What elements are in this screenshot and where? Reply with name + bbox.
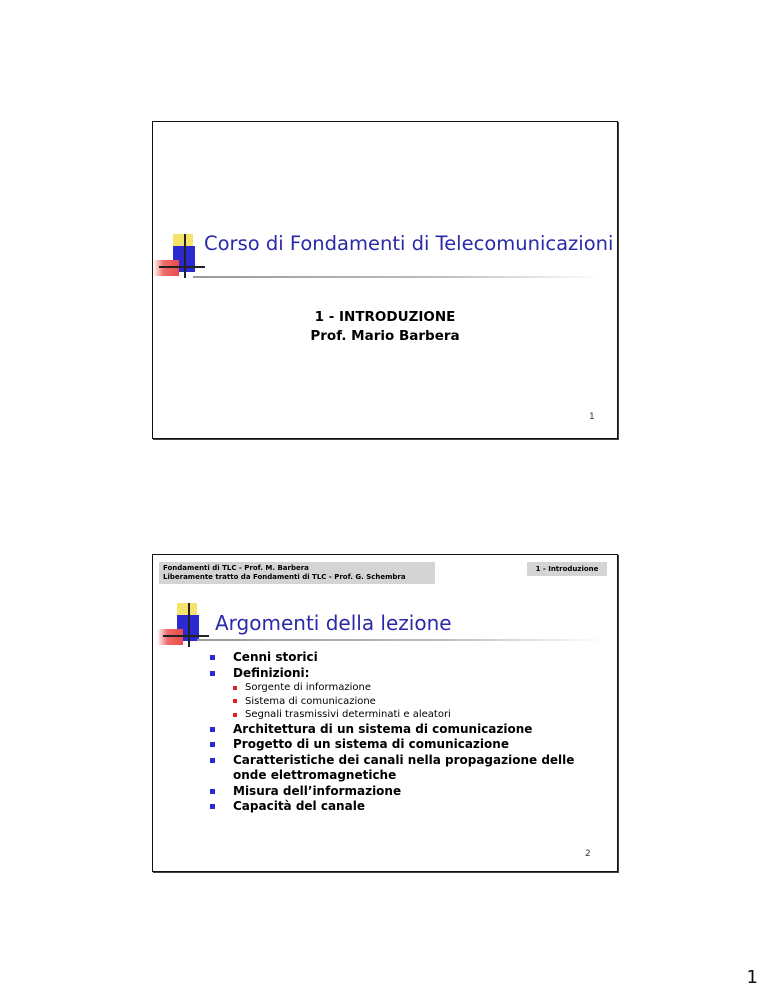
- slide-2: [152, 554, 618, 872]
- logo-vertical-line: [188, 603, 190, 647]
- slide-1-page-number: 1: [589, 412, 595, 422]
- sub-list-item: Segnali trasmissivi determinati e aleatori: [233, 708, 609, 722]
- document-page-number: 1: [746, 967, 758, 988]
- logo-graphic: [157, 603, 217, 663]
- list-item: Cenni storici: [209, 650, 609, 666]
- slide-2-header-right: 1 - Introduzione: [527, 562, 607, 576]
- logo-horizontal-line: [159, 266, 205, 268]
- author-name: Prof. Mario Barbera: [310, 328, 460, 344]
- lecture-subtitle: 1 - INTRODUZIONE: [314, 309, 456, 325]
- header-source-line: Liberamente tratto da Fondamenti di TLC - Prof. G. Schembra: [163, 573, 406, 581]
- slide-2-header-left: [159, 562, 435, 584]
- slide-2-page-number: 2: [585, 849, 591, 859]
- title-underline: [193, 276, 603, 278]
- slide-1: [152, 121, 618, 439]
- sub-list-item: Sorgente di informazione: [233, 681, 609, 695]
- logo-horizontal-line: [163, 635, 209, 637]
- list-item: Misura dell’informazione: [209, 784, 609, 800]
- slide-2-title: Argomenti della lezione: [215, 611, 452, 635]
- logo-red-bar: [153, 260, 179, 276]
- topics-list: [209, 650, 609, 815]
- logo-vertical-line: [184, 234, 186, 278]
- header-course-line: Fondamenti di TLC - Prof. M. Barbera: [163, 564, 309, 572]
- list-item-label: Definizioni:: [233, 665, 310, 680]
- list-item: Architettura di un sistema di comunicazione: [209, 722, 609, 738]
- list-item: Caratteristiche dei canali nella propagazione delle onde elettromagnetiche: [209, 753, 609, 784]
- list-item: Capacità del canale: [209, 799, 609, 815]
- slide-1-title: Corso di Fondamenti di Telecomunicazioni: [204, 232, 614, 255]
- sub-list-item: Sistema di comunicazione: [233, 695, 609, 709]
- list-item: [209, 666, 609, 722]
- title-underline: [197, 639, 607, 641]
- list-item: Progetto di un sistema di comunicazione: [209, 737, 609, 753]
- logo-red-bar: [157, 629, 183, 645]
- definitions-sublist: [233, 681, 609, 722]
